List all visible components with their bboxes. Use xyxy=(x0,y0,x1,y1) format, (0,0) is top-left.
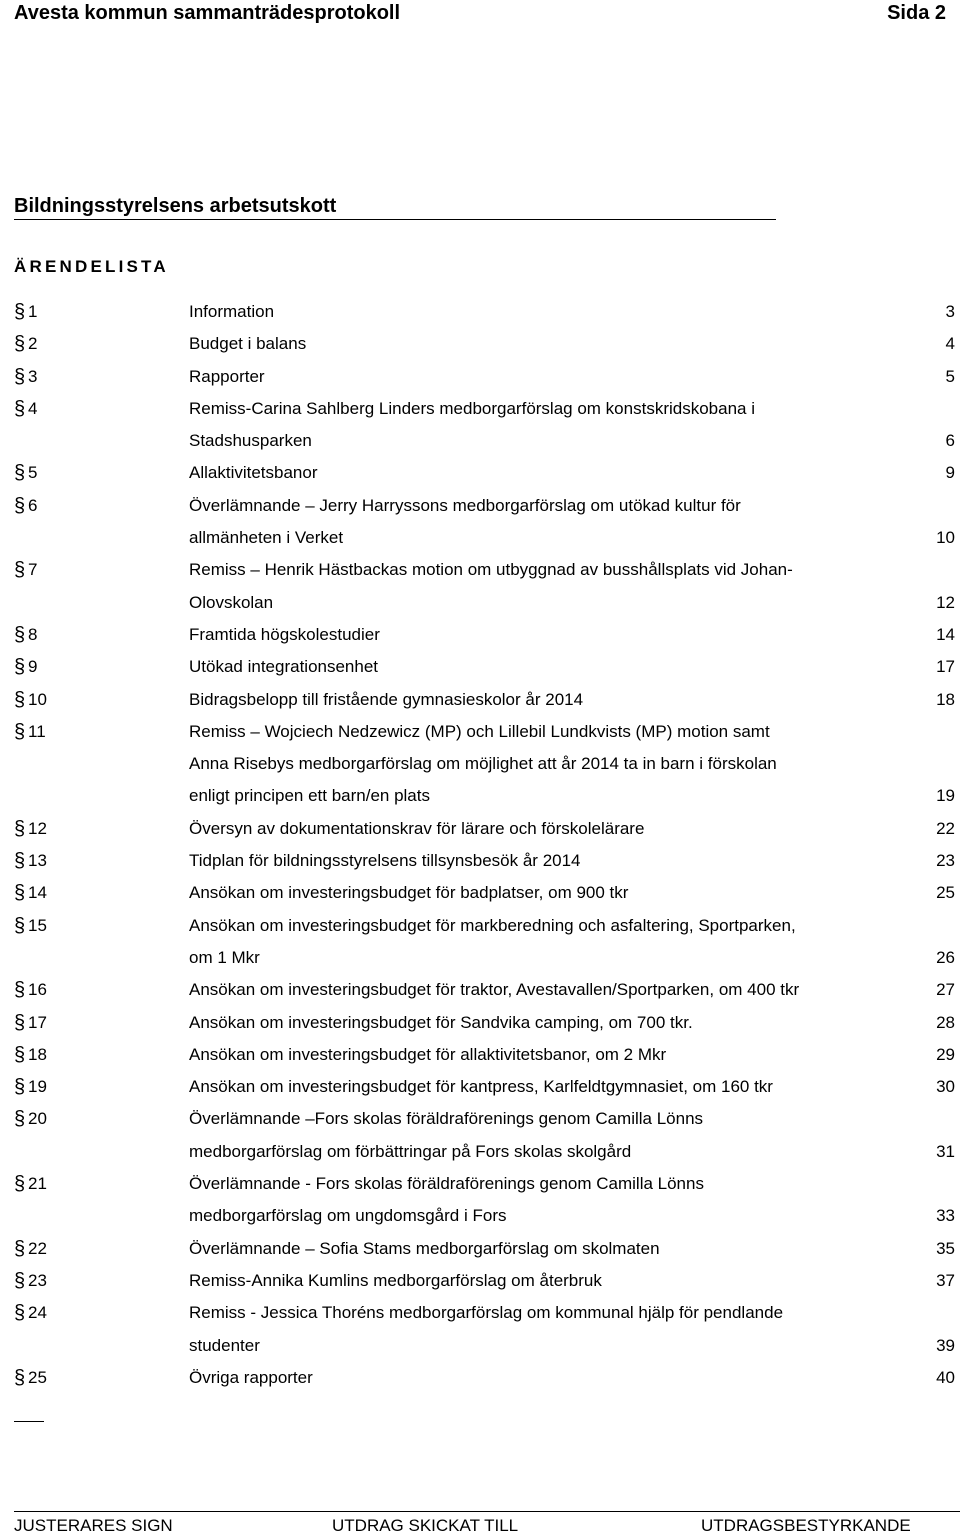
agenda-item xyxy=(0,1265,960,1297)
agenda-item-page: 3 xyxy=(945,302,955,321)
section-symbol: § xyxy=(14,1076,26,1099)
agenda-item-line xyxy=(0,1071,960,1103)
agenda-item-text: Remiss – Henrik Hästbackas motion om utbyggnad av busshållsplats vid Johan- xyxy=(189,560,793,580)
document-title: Avesta kommun sammanträdesprotokoll xyxy=(14,2,401,24)
section-symbol: § xyxy=(14,882,26,905)
section-symbol: § xyxy=(14,817,26,840)
section-symbol: § xyxy=(14,494,26,517)
agenda-item-number: 2 xyxy=(28,334,38,354)
agenda-item-page: 40 xyxy=(936,1367,955,1387)
agenda-item-text: Ansökan om investeringsbudget för traktor, Avestavallen/Sportparken, om 400 tkr xyxy=(189,980,800,1000)
agenda-item-line xyxy=(0,1233,960,1265)
agenda-item-page: 9 xyxy=(945,463,955,483)
agenda-item xyxy=(0,490,960,555)
section-title-underline xyxy=(14,219,776,220)
agenda-item-page: 22 xyxy=(936,818,955,838)
agenda-item-line xyxy=(0,296,960,328)
agenda-item xyxy=(0,910,960,975)
agenda-item-text: Överlämnande – Sofia Stams medborgarförslag om skolmaten xyxy=(189,1238,660,1258)
agenda-item-number: 9 xyxy=(28,657,38,677)
agenda-item-line xyxy=(0,425,960,457)
section-symbol: § xyxy=(14,688,26,711)
agenda-item xyxy=(0,974,960,1006)
agenda-item-line xyxy=(0,1362,960,1394)
section-symbol: § xyxy=(14,623,26,646)
agenda-item xyxy=(0,619,960,651)
agenda-item-page: 39 xyxy=(936,1335,955,1355)
agenda-item-text: Ansökan om investeringsbudget för kantpress, Karlfeldtgymnasiet, om 160 tkr xyxy=(189,1077,773,1097)
agenda-item-line xyxy=(0,1200,960,1232)
agenda-item-page: 28 xyxy=(936,1012,955,1032)
agenda-item-text: Remiss – Wojciech Nedzewicz (MP) och Lillebil Lundkvists (MP) motion samt xyxy=(189,721,770,741)
agenda-item xyxy=(0,684,960,716)
section-symbol: § xyxy=(14,1043,26,1066)
agenda-item xyxy=(0,554,960,619)
agenda-item-line xyxy=(0,1136,960,1168)
agenda-item-line xyxy=(0,748,960,780)
agenda-item-line xyxy=(0,942,960,974)
agenda-item-text: Remiss - Jessica Thoréns medborgarförslag om kommunal hjälp för pendlande xyxy=(189,1303,784,1323)
agenda-item-line xyxy=(0,1103,960,1135)
footer-divider xyxy=(14,1511,960,1512)
agenda-item xyxy=(0,1297,960,1362)
agenda-item-line xyxy=(0,974,960,1006)
footer-certified-label: UTDRAGSBESTYRKANDE xyxy=(701,1516,911,1535)
agenda-item-page: 26 xyxy=(936,947,955,967)
agenda-item-line xyxy=(0,877,960,909)
section-symbol: § xyxy=(14,979,26,1002)
agenda-item-text: Allaktivitetsbanor xyxy=(189,463,318,483)
section-symbol: § xyxy=(14,1269,26,1292)
agenda-item-page: 27 xyxy=(936,980,955,1000)
agenda-item-line xyxy=(0,393,960,425)
agenda-item-line xyxy=(0,1297,960,1329)
agenda-item-number: 8 xyxy=(28,624,38,644)
section-symbol: § xyxy=(14,1173,26,1196)
agenda-item-number: 4 xyxy=(28,398,38,418)
agenda-item-page: 19 xyxy=(936,786,955,806)
agenda-item-text: Information xyxy=(189,302,275,321)
agenda-item-text: medborgarförslag om ungdomsgård i Fors xyxy=(189,1206,507,1226)
agenda-item-text: Ansökan om investeringsbudget för allaktivitetsbanor, om 2 Mkr xyxy=(189,1044,667,1064)
agenda-item-text: allmänheten i Verket xyxy=(189,528,344,548)
agenda-item xyxy=(0,716,960,813)
agenda-item-text: Ansökan om investeringsbudget för Sandvika camping, om 700 tkr. xyxy=(189,1012,693,1032)
agenda-item-text: Tidplan för bildningsstyrelsens tillsynsbesök år 2014 xyxy=(189,851,581,871)
agenda-item xyxy=(0,1168,960,1233)
agenda-item-page: 17 xyxy=(936,657,955,677)
agenda-item-text: Ansökan om investeringsbudget för badplatser, om 900 tkr xyxy=(189,883,629,903)
agenda-item-text: Rapporter xyxy=(189,366,265,386)
agenda-item-line xyxy=(0,845,960,877)
agenda-item xyxy=(0,296,960,328)
agenda-item xyxy=(0,328,960,360)
agenda-item xyxy=(0,457,960,489)
agenda-item-text: Remiss-Annika Kumlins medborgarförslag om återbruk xyxy=(189,1270,602,1290)
agenda-item-line xyxy=(0,1007,960,1039)
section-symbol: § xyxy=(14,850,26,873)
agenda-item xyxy=(0,877,960,909)
section-symbol: § xyxy=(14,462,26,485)
agenda-item-text: medborgarförslag om förbättringar på Fors skolas skolgård xyxy=(189,1141,632,1161)
agenda-item-line xyxy=(0,1265,960,1297)
agenda-item xyxy=(0,1233,960,1265)
agenda-item-text: studenter xyxy=(189,1335,260,1355)
agenda-item-number: 22 xyxy=(28,1238,47,1258)
agenda-item-number: 15 xyxy=(28,915,47,935)
agenda-item-line xyxy=(0,587,960,619)
agenda-item-line xyxy=(0,554,960,586)
footer-separator xyxy=(14,1421,44,1422)
agenda-item xyxy=(0,813,960,845)
agenda-item-page: 4 xyxy=(945,334,955,354)
agenda-item xyxy=(0,1007,960,1039)
agenda-item-page: 18 xyxy=(936,689,955,709)
agenda-item-line xyxy=(0,328,960,360)
agenda-item-text: Övriga rapporter xyxy=(189,1367,313,1387)
agenda-item-number: 19 xyxy=(28,1077,47,1097)
agenda-item-line xyxy=(0,457,960,489)
agenda-item-page: 10 xyxy=(936,528,955,548)
agenda-item-number: 6 xyxy=(28,495,38,515)
agenda-item-text: Överlämnande –Fors skolas föräldraförenings genom Camilla Lönns xyxy=(189,1109,704,1129)
section-symbol: § xyxy=(14,397,26,420)
agenda-item-line xyxy=(0,522,960,554)
agenda-item-line xyxy=(0,813,960,845)
agenda-item-text: Överlämnande – Jerry Harryssons medborgarförslag om utökad kultur för xyxy=(189,495,741,515)
page-number: Sida 2 xyxy=(887,2,946,24)
agenda-item-page: 30 xyxy=(936,1077,955,1097)
agenda-item-text: Anna Risebys medborgarförslag om möjlighet att år 2014 ta in barn i förskolan xyxy=(189,754,777,774)
agenda-item-page: 5 xyxy=(945,366,955,386)
section-symbol: § xyxy=(14,656,26,679)
page-header xyxy=(14,0,946,26)
section-symbol: § xyxy=(14,1237,26,1260)
agenda-item-text: enligt principen ett barn/en plats xyxy=(189,786,430,806)
agenda-item-number: 11 xyxy=(28,721,46,741)
agenda-item-page: 25 xyxy=(936,883,955,903)
agenda-item-number: 7 xyxy=(28,560,38,580)
agenda-item xyxy=(0,1071,960,1103)
section-symbol: § xyxy=(14,301,26,323)
agenda-item xyxy=(0,1039,960,1071)
agenda-item-page: 31 xyxy=(936,1141,955,1161)
section-symbol: § xyxy=(14,333,26,356)
agenda-item-line xyxy=(0,1330,960,1362)
agenda-item-number: 3 xyxy=(28,366,38,386)
agenda-item-line xyxy=(0,1039,960,1071)
agenda-item-line xyxy=(0,716,960,748)
agenda-item-text: Ansökan om investeringsbudget för markberedning och asfaltering, Sportparken, xyxy=(189,915,796,935)
section-symbol: § xyxy=(14,914,26,937)
agenda-item-line xyxy=(0,619,960,651)
agenda-item-number: 20 xyxy=(28,1109,47,1129)
agenda-item-line xyxy=(0,780,960,812)
agenda-item-number: 16 xyxy=(28,980,47,1000)
agenda-item-text: Utökad integrationsenhet xyxy=(189,657,379,677)
agenda-item-page: 12 xyxy=(936,592,955,612)
agenda-item-number: 5 xyxy=(28,463,38,483)
agenda-item xyxy=(0,651,960,683)
agenda-item xyxy=(0,1103,960,1168)
agenda-item-line xyxy=(0,361,960,393)
agenda-item-number: 25 xyxy=(28,1367,47,1387)
footer-sign-label: JUSTERARES SIGN xyxy=(14,1516,173,1535)
agenda-item-text: om 1 Mkr xyxy=(189,947,260,967)
agenda-item-text: Remiss-Carina Sahlberg Linders medborgarförslag om konstskridskobana i xyxy=(189,398,755,418)
section-symbol: § xyxy=(14,365,26,388)
agenda-item-page: 6 xyxy=(945,431,955,451)
agenda-item-page: 35 xyxy=(936,1238,955,1258)
agenda-item-number: 12 xyxy=(28,818,47,838)
agenda-item-page: 33 xyxy=(936,1206,955,1226)
section-symbol: § xyxy=(14,1108,26,1131)
section-symbol: § xyxy=(14,559,26,582)
agenda-item-page: 29 xyxy=(936,1044,955,1064)
agenda-item-page: 14 xyxy=(936,624,955,644)
agenda-item-number: 14 xyxy=(28,883,47,903)
agenda-item xyxy=(0,1362,960,1394)
list-heading: ÄRENDELISTA xyxy=(14,257,169,276)
agenda-item-text: Stadshusparken xyxy=(189,431,312,451)
agenda-item-line xyxy=(0,1168,960,1200)
agenda-item-line xyxy=(0,684,960,716)
section-symbol: § xyxy=(14,1366,26,1389)
agenda-item-page: 23 xyxy=(936,851,955,871)
section-symbol: § xyxy=(14,1011,26,1034)
agenda-item-number: 24 xyxy=(28,1303,47,1323)
agenda-item-line xyxy=(0,490,960,522)
section-symbol: § xyxy=(14,720,26,743)
agenda-item xyxy=(0,393,960,458)
agenda-item-number: 10 xyxy=(28,689,47,709)
agenda-item-number: 23 xyxy=(28,1270,47,1290)
agenda-item-line xyxy=(0,910,960,942)
agenda-item xyxy=(0,361,960,393)
agenda-item-text: Olovskolan xyxy=(189,592,274,612)
agenda-item-page: 37 xyxy=(936,1270,955,1290)
section-symbol: § xyxy=(14,1302,26,1325)
agenda-item-text: Bidragsbelopp till fristående gymnasieskolor år 2014 xyxy=(189,689,584,709)
agenda-item-number: 13 xyxy=(28,851,47,871)
agenda-item-text: Budget i balans xyxy=(189,334,307,354)
agenda-item-number: 1 xyxy=(28,302,38,321)
section-title: Bildningsstyrelsens arbetsutskott xyxy=(14,195,337,217)
footer-sent-label: UTDRAG SKICKAT TILL xyxy=(332,1516,519,1535)
agenda-item-text: Framtida högskolestudier xyxy=(189,624,380,644)
agenda-item-text: Översyn av dokumentationskrav för lärare och förskolelärare xyxy=(189,818,645,838)
agenda-item-number: 17 xyxy=(28,1012,47,1032)
agenda-item xyxy=(0,845,960,877)
agenda-list xyxy=(0,296,960,1394)
agenda-item-number: 18 xyxy=(28,1044,47,1064)
agenda-item-line xyxy=(0,651,960,683)
agenda-item-number: 21 xyxy=(28,1174,47,1194)
agenda-item-text: Överlämnande - Fors skolas föräldraförenings genom Camilla Lönns xyxy=(189,1174,704,1194)
